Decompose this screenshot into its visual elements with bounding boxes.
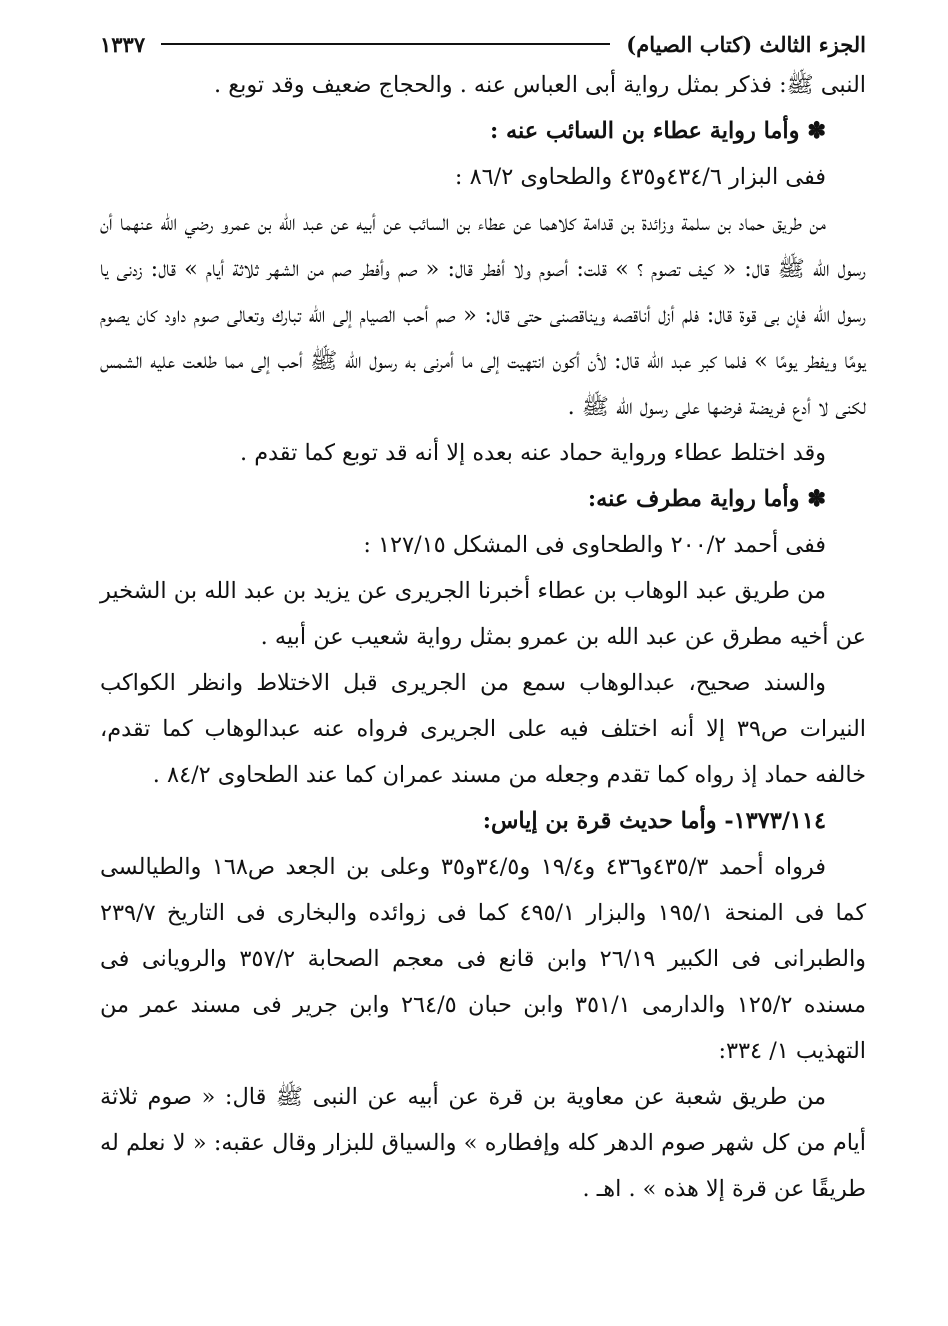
section-heading: ١٣٧٣/١١٤- وأما حديث قرة بن إياس: [482, 808, 826, 834]
paragraph: والسند صحيح، عبدالوهاب سمع من الجريرى قبل الاختلاط وانظر الكواكب النيرات ص٣٩ إلا أنه اختلف فيه على الجريرى فرواه عنه عبدالوهاب كما تقدم، خالفه حماد إذ رواه كما تقدم وجعله من مسند عمران كما عند الطحاوى ٨٤/٢ . [100, 670, 867, 788]
page-body [100, 62, 866, 1212]
page-number: ١٣٣٧ [100, 31, 146, 57]
paragraph: وقد اختلط عطاء ورواية حماد عنه بعده إلا أنه قد توبع كما تقدم . [239, 440, 826, 466]
chapter-title: الجزء الثالث (كتاب الصيام) [626, 31, 866, 57]
paragraph: النبى ﷺ: فذكر بمثل رواية أبى العباس عنه . والحجاج ضعيف وقد توبع . [213, 72, 866, 98]
paragraph: فرواه أحمد ٤٣٥/٣و٤٣٦ و١٩/٤ و٣٤/٥و٣٥ وعلى بن الجعد ص١٦٨ والطيالسى كما فى المنحة ١٩٥/١ والبزار ٤٩٥/١ كما فى زوائده والبخارى فى التاريخ ٢٣٩/٧ والطبرانى فى الكبير ٢٦/١٩ وابن قانع فى معجم الصحابة ٣٥٧/٢ والرويانى فى مسنده ١٢٥/٢ والدارمى ٣٥١/١ وابن حبان ٢٦٤/٥ وابن جرير فى مسند عمر من التهذيب ١/ ٣٣٤: [100, 854, 867, 1064]
paragraph: ففى البزار ٤٣٤/٦و٤٣٥ والطحاوى ٨٦/٢ : [454, 164, 826, 190]
section-heading: ✽ وأما رواية مطرف عنه: [587, 486, 826, 512]
paragraph: ففى أحمد ٢٠٠/٢ والطحاوى فى المشكل ١٢٧/١٥ : [363, 532, 826, 558]
paragraph: من طريق عبد الوهاب بن عطاء أخبرنا الجريرى عن يزيد بن عبد الله بن الشخير عن أخيه مطرق عن عبد الله بن عمرو بمثل رواية شعيب عن أبيه . [100, 578, 866, 650]
header-rule [161, 43, 610, 45]
paragraph: من طريق حماد بن سلمة وزائدة بن قدامة كلاهما عن عطاء بن السائب عن أبيه عن عبد الله بن عمرو رضي الله عنهما أن رسول الله ﷺ قال: « كيف تصوم ؟ » قلت: أصوم ولا أفطر قال: « صم وأفطر صم من الشهر ثلاثة أيام » قال: زدنى يا رسول الله فإن بى قوة قال: فلم أزل أناقصه ويناقصنى حتى قال: « صم أحب الصيام إلى الله تبارك وتعالى صوم داود كان يصوم يومًا ويفطر يومًا » فلما كبر عبد الله قال: لأن أكون انتهيت إلى ما أمرنى به رسول الله ﷺ أحب إلى مما طلعت عليه الشمس لكنى لا أدع فريضة فرضها على رسول الله ﷺ . [100, 210, 866, 420]
paragraph: من طريق شعبة عن معاوية بن قرة عن أبيه عن النبى ﷺ قال: « صوم ثلاثة أيام من كل شهر صوم الدهر كله وإفطاره » والسياق للبزار وقال عقبه: « لا نعلم له طريقًا عن قرة إلا هذه » . اهـ . [100, 1084, 866, 1202]
running-header [100, 26, 866, 62]
section-heading: ✽ وأما رواية عطاء بن السائب عنه : [489, 118, 826, 144]
